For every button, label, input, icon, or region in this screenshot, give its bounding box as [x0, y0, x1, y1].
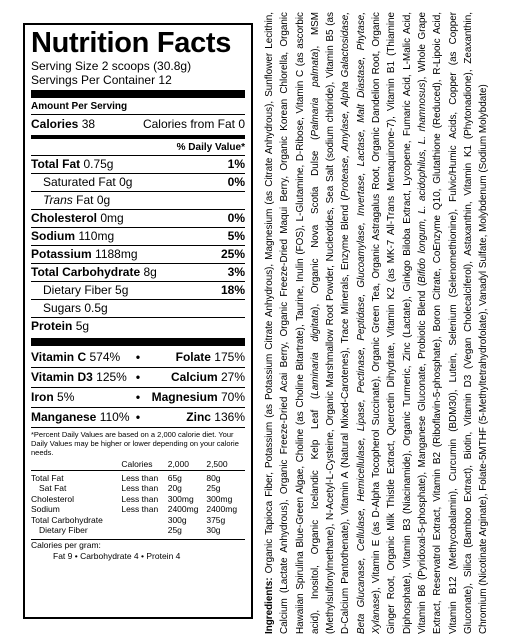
nutrient-row-sugars: Sugars 0.5g [43, 301, 108, 315]
calories-value: 38 [81, 117, 96, 131]
nutrient-row-saturated-fat: Saturated Fat 0g 0% [43, 175, 245, 189]
ingredients-text: Ingredients: Organic Tapioca Fiber, Potassium (as Potassium Citrate Anhydrous), Magnesium (as Citrate Anhydrous), Sunflower Lecithin, Calcium (Lactate Anhydrous), Organic Freeze-Dried Acai Berry, Organic Freeze-Dried Maqui Berry, Organic Korean Chlorella, Organic Hawaiian Spirulina Blue-Green Algae, Choline (as Choline Bitartrate), Taurine, Inulin (FOS), L-Glutamine, D-Ribose, Vitamin C (as ascorbic acid), Inositol, Organic Icelandic Kelp Leaf (Laminaria digitata), Organic Nova Scotia Dulse (Palmaria palmata), MSM (Methylsulfonylmethane), N-Acetyl-L-Cysteine, Organic Marshmallow Root Powder, Nucleotides, Sea Salt (sodium chloride), Vitamin B5 (as D-Calcium Pantothenate), Vitamin A (Natural Mixed-Carotenes), Trace Minerals, Enzyme Blend (Protease, Amylase, Alpha Galactosidase, Beta Glucanase, Cellulase, Hemicellulase, Lipase, Pectinase, Peptidase, Glucoamylase, Invertase, Lactase, Malt Diastase, Phytase, Xylanase), Vitamin E (as D-Alpha Tocopherol Succinate), Organic Green Tea, Organic Astragalus Root, Organic Dandelion Root, Organic Ginger Root, Organic Milk Thistle Extract, Quercetin Dihydrate, Vitamin K2 (as MK-7 All-Trans Menaquinone-7), Vitamin B1 (Thiamine Diphosphate), Vitamin B3 (Niacinamide), Organic Turmeric, Zinc (Lactate), Ginkgo Biloba Extract, Lycopene, Fumaric Acid, L-Malic Acid, Vitamin B6 (Pyridoxal-5-phosphate), Manganese Gluconate, Probiotic Blend (Bifido longum, L. acidophilus, L. rhamnosus), Whole Grape Extract, Reservatrol Extract, Vitamin B2 (Riboflavin-5-phosphate), Boron Citrate, CoEnzyme Q10, Glutathione (Reduced), R-Lipoic Acid, Vitamin B12 (Methycobalamin), Curcumin (BDM30), Lutein, Selenium (Selenomethionine), Fulvic/Humic Acids, Copper (as Copper Gluconate), Silica (Bamboo Extract), Biotin, Vitamin D3 (Vegan Cholecalciferol), Astaxanthin, Vitamin K1 (Phytonadione), Zeaxanthin, Chromium (Nicotinate Arginate), Folate-5MTHF (5-Methyltetrahydrofolate), Vanadyl Sulfate, Molybdenum (Sodium Molybdate) [264, 12, 490, 634]
ingredients-label: Ingredients: [264, 577, 275, 634]
table-row: Sodium Less than 2400mg 2400mg [31, 504, 238, 514]
nutrient-row-sodium: Sodium 110mg 5% [31, 229, 245, 243]
servings-per-container: Servings Per Container 12 [31, 73, 172, 87]
bullet-separator: • [135, 390, 141, 404]
nutrient-row-cholesterol: Cholesterol 0mg 0% [31, 211, 245, 225]
nutrient-row-total-carbohydrate: Total Carbohydrate 8g 3% [31, 265, 245, 279]
daily-value-header: % Daily Value* [176, 142, 245, 153]
table-row: Total Carbohydrate 300g 375g [31, 514, 226, 525]
table-row: Sat Fat Less than 20g 25g [39, 483, 221, 493]
vitamin-row: Manganese 110% • Zinc 136% [31, 408, 245, 427]
nutrient-row-trans-fat: Trans Fat 0g [43, 193, 111, 207]
nutrition-facts-title: Nutrition Facts [31, 27, 232, 59]
calories-row [31, 115, 245, 133]
bullet-separator: • [135, 410, 141, 424]
calories-label: Calories [31, 117, 79, 131]
vitamin-row: Vitamin D3 125% • Calcium 27% [31, 368, 245, 387]
nutrient-row-potassium: Potassium 1188mg 25% [31, 247, 245, 261]
serving-size: Serving Size 2 scoops (30.8g) [31, 59, 192, 73]
vitamin-row: Iron 5% • Magnesium 70% [31, 388, 245, 407]
daily-value-footnote: *Percent Daily Values are based on a 2,000 calorie diet. Your Daily Values may be higher or lower depending on your calorie needs. [31, 430, 239, 457]
reference-table [31, 459, 245, 536]
divider-thick [31, 90, 245, 98]
nutrient-row-total-fat: Total Fat 0.75g 1% [31, 157, 245, 171]
bullet-separator: • [135, 350, 141, 364]
nutrient-row-protein: Protein 5g [31, 319, 90, 333]
divider-thick [31, 338, 245, 346]
reference-table-header: Calories 2,000 2,500 [121, 459, 228, 469]
nutrient-row-dietary-fiber: Dietary Fiber 5g 18% [43, 283, 245, 297]
divider-medium [31, 135, 245, 139]
table-row: Total Fat Less than 65g 80g [31, 472, 221, 483]
vitamin-row: Vitamin C 574% • Folate 175% [31, 348, 245, 367]
ingredients-wrapper [262, 12, 522, 634]
table-row: Dietary Fiber 25g 30g [39, 525, 221, 535]
calories-from-fat: Calories from Fat 0 [142, 117, 245, 131]
amount-per-serving: Amount Per Serving [31, 101, 128, 112]
bullet-separator: • [135, 370, 141, 384]
table-row: Cholesterol Less than 300mg 300mg [31, 493, 233, 504]
calories-per-gram: Calories per gram: Fat 9 • Carbohydrate 4 • Protein 4 [31, 539, 181, 561]
nutrition-facts-panel [23, 23, 253, 619]
